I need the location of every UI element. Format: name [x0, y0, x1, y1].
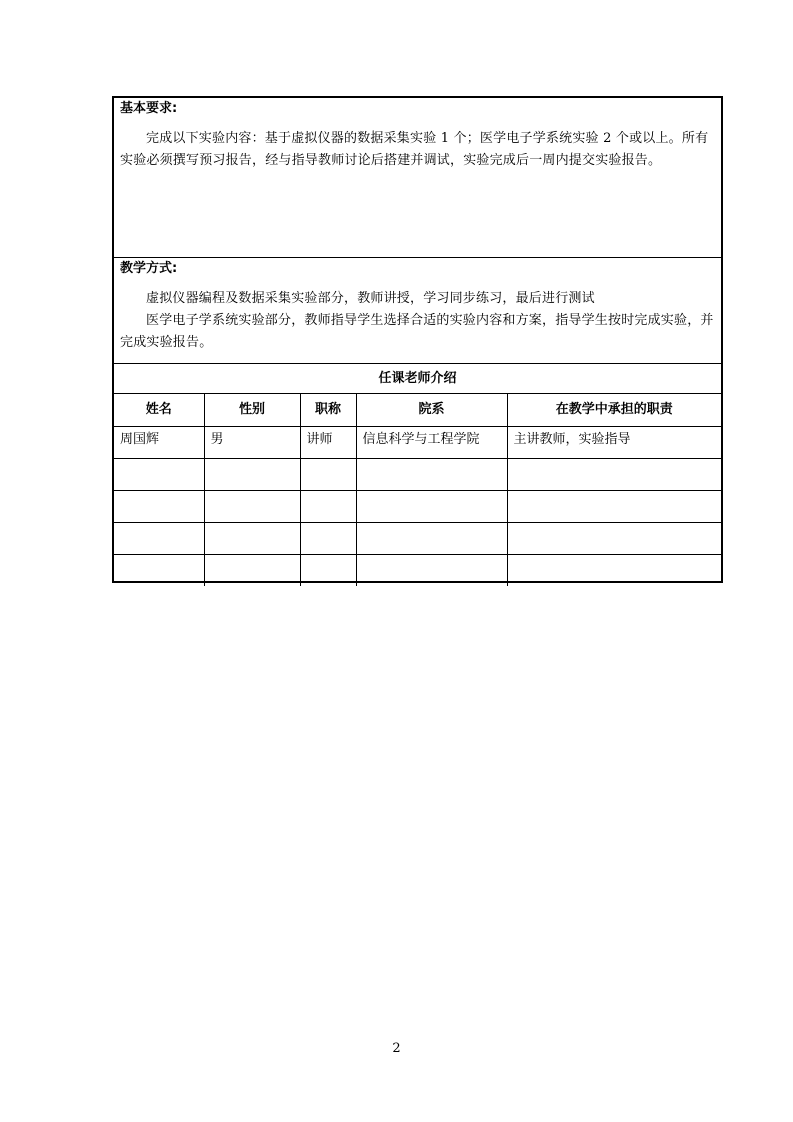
teachers-table-header-row	[114, 394, 721, 426]
cell-duties	[507, 554, 721, 586]
requirements-heading: 基本要求:	[120, 101, 178, 116]
cell-department	[356, 458, 507, 490]
cell-title: 讲师	[300, 426, 356, 458]
cell-gender	[204, 554, 300, 586]
cell-name	[114, 522, 204, 554]
cell-duties	[507, 458, 721, 490]
course-info-frame	[112, 96, 723, 583]
table-row	[114, 426, 721, 458]
cell-department	[356, 554, 507, 586]
cell-name	[114, 490, 204, 522]
cell-duties: 主讲教师，实验指导	[507, 426, 721, 458]
teaching-method-section	[114, 258, 721, 364]
cell-title	[300, 490, 356, 522]
requirements-section	[114, 98, 721, 258]
cell-title	[300, 522, 356, 554]
table-row	[114, 458, 721, 490]
column-header-department: 院系	[356, 394, 507, 426]
table-row	[114, 522, 721, 554]
teachers-section-title: 任课老师介绍	[378, 371, 457, 386]
page-number: 2	[392, 1041, 401, 1056]
cell-department: 信息科学与工程学院	[356, 426, 507, 458]
cell-gender	[204, 458, 300, 490]
cell-title	[300, 554, 356, 586]
teaching-method-paragraph-1: 虚拟仪器编程及数据采集实验部分，教师讲授，学习同步练习，最后进行测试	[146, 291, 595, 306]
cell-duties	[507, 522, 721, 554]
cell-name	[114, 554, 204, 586]
teaching-method-heading: 教学方式:	[120, 261, 178, 276]
teachers-title-row	[114, 364, 721, 394]
teaching-method-paragraph-2: 医学电子学系统实验部分，教师指导学生选择合适的实验内容和方案，指导学生按时完成实验，并完成实验报告。	[120, 313, 714, 350]
cell-gender	[204, 522, 300, 554]
cell-department	[356, 522, 507, 554]
cell-gender	[204, 490, 300, 522]
requirements-body: 完成以下实验内容：基于虚拟仪器的数据采集实验 1 个；医学电子学系统实验 2 个或以上。所有实验必须撰写预习报告，经与指导教师讨论后搭建并调试，实验完成后一周内提交实验报告。	[120, 131, 709, 168]
cell-title	[300, 458, 356, 490]
cell-name: 周国辉	[114, 426, 204, 458]
teachers-table	[114, 394, 721, 586]
table-row	[114, 490, 721, 522]
cell-duties	[507, 490, 721, 522]
table-row	[114, 554, 721, 586]
column-header-title: 职称	[300, 394, 356, 426]
cell-department	[356, 490, 507, 522]
column-header-name: 姓名	[114, 394, 204, 426]
cell-gender: 男	[204, 426, 300, 458]
cell-name	[114, 458, 204, 490]
column-header-duties: 在教学中承担的职责	[507, 394, 721, 426]
column-header-gender: 性别	[204, 394, 300, 426]
